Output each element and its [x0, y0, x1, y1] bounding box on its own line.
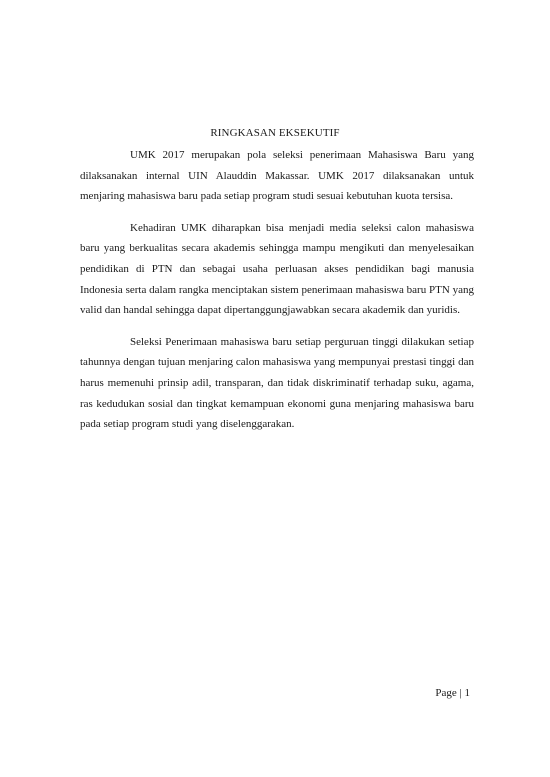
paragraph-3: Seleksi Penerimaan mahasiswa baru setiap perguruan tinggi dilakukan setiap tahunnya dengan tujuan menjaring calon mahasiswa yang mempunyai prestasi tinggi dan harus memenuhi prinsip adil, transparan, dan tidak diskriminatif terhadap suku, agama, ras kedudukan sosial dan tingkat kemampuan ekonomi guna menjaring mahasiswa baru pada setiap program studi yang diselenggarakan.: [80, 335, 474, 431]
paragraph-2: Kehadiran UMK diharapkan bisa menjadi media seleksi calon mahasiswa baru yang berkualitas secara akademis sehingga mampu mengikuti dan menyelesaikan pendidikan di PTN dan sebagai usaha perluasan akses pendidikan bagi manusia Indonesia serta dalam rangka menciptakan sistem penerimaan mahasiswa baru PTN yang valid dan handal sehingga dapat dipertanggungjawabkan secara akademik dan yuridis.: [80, 221, 474, 317]
paragraph-1: UMK 2017 merupakan pola seleksi penerimaan Mahasiswa Baru yang dilaksanakan internal UIN Alauddin Makassar. UMK 2017 dilaksanakan untuk menjaring mahasiswa baru pada setiap program studi sesuai kebutuhan kuota tersisa.: [80, 149, 474, 203]
document-body: [80, 145, 474, 446]
page-number: Page | 1: [435, 687, 470, 699]
document-title: RINGKASAN EKSEKUTIF: [210, 127, 340, 139]
